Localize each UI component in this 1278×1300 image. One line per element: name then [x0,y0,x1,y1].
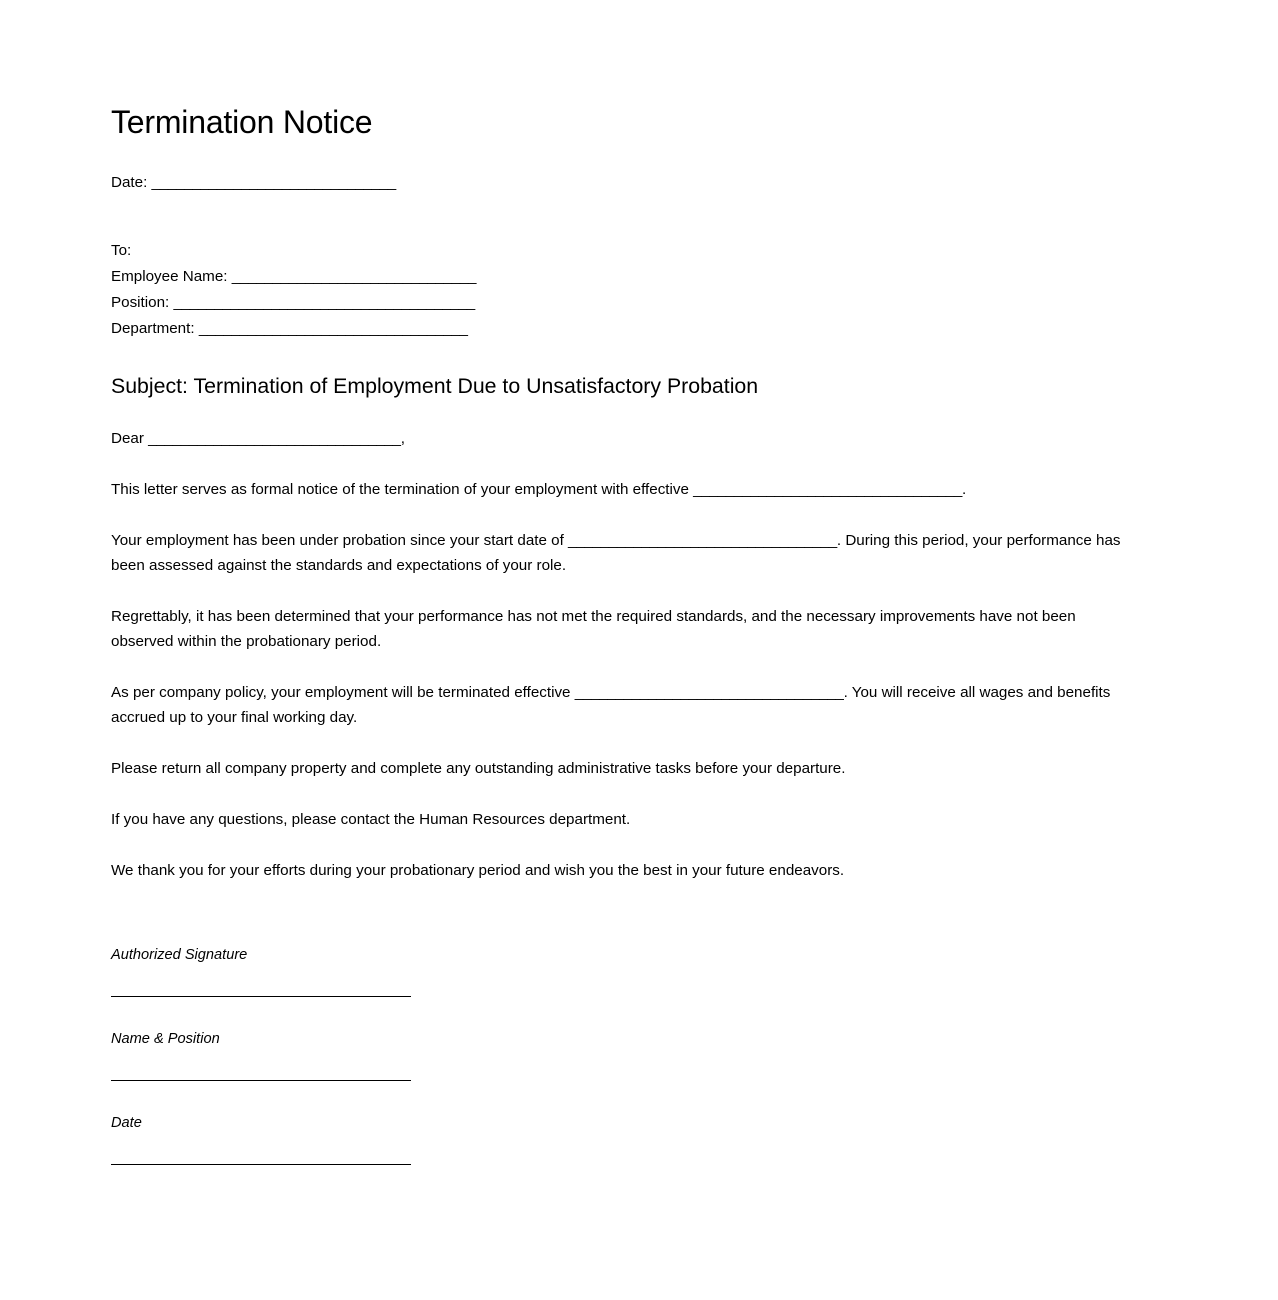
date-label: Date: [111,173,148,191]
signature-block [111,945,1136,1165]
greeting-comma: , [400,430,405,448]
to-label-row [111,238,1136,264]
paragraph-questions-text: If you have any questions, please contact the Human Resources department. [111,811,631,829]
to-label: To: [111,241,132,259]
field-row-date [111,170,1136,196]
field-row-position [111,290,1136,316]
greeting-salutation: Dear [111,430,144,448]
name-position-rule[interactable] [111,1080,411,1081]
signature-date-rule[interactable] [111,1164,411,1165]
date-blank[interactable]: ______________________________ [151,173,396,191]
page-title: Termination Notice [111,104,373,140]
greeting-name-blank[interactable]: _______________________________ [148,430,401,448]
employee-name-blank[interactable]: ______________________________ [231,267,477,285]
authorized-signature-label: Authorized Signature [111,947,248,964]
paragraph-return-property [111,756,1136,781]
authorized-signature-rule[interactable] [111,996,411,997]
paragraph-notice-blank[interactable]: _________________________________ [693,481,963,499]
paragraph-effective-date-blank[interactable]: _________________________________ [574,684,844,702]
header-spacer [111,196,1136,222]
employee-name-label: Employee Name: [111,267,228,285]
paragraph-performance-text: Regrettably, it has been determined that your performance has not met the required standards, and the necessary improvements have not been observed within the probationary period. [111,608,1076,651]
document-body [111,104,1136,1197]
paragraph-return-property-text: Please return all company property and complete any outstanding administrative tasks before your departure. [111,760,846,778]
position-label: Position: [111,293,170,311]
signature-date-label: Date [111,1115,142,1132]
paragraph-effective-date-text-after: . You will receive all wages and benefits accrued up to your final working day. [111,684,1111,727]
field-row-employee-name [111,264,1136,290]
paragraph-probation-text-before: Your employment has been under probation since your start date of [111,532,569,550]
signature-group-date [111,1113,1136,1165]
subject-heading: Subject: Termination of Employment Due to Unsatisfactory Probation [111,373,759,398]
paragraph-closing [111,858,1136,883]
paragraph-notice-text-before: This letter serves as formal notice of the termination of your employment with effective [111,481,694,499]
paragraph-effective-date [111,680,1136,730]
paragraph-questions [111,807,1136,832]
paragraph-effective-date-text-before: As per company policy, your employment will be terminated effective [111,684,575,702]
position-blank[interactable]: _____________________________________ [173,293,475,311]
recipient-block [111,238,1136,342]
greeting-line [111,426,1136,451]
paragraph-probation-blank[interactable]: _________________________________ [568,532,837,550]
signature-group-authorized-signature [111,945,1136,997]
paragraph-probation [111,528,1136,578]
department-label: Department: [111,319,195,337]
name-position-label: Name & Position [111,1031,220,1048]
paragraph-performance [111,604,1136,654]
paragraph-probation-text-after: . During this period, your performance has been assessed against the standards and expectations of your role. [111,532,1121,575]
paragraph-notice [111,477,1136,502]
paragraph-notice-text-after: . [962,481,967,499]
field-row-department [111,316,1136,342]
signature-group-name-position [111,1029,1136,1081]
department-blank[interactable]: _________________________________ [198,319,468,337]
paragraph-closing-text: We thank you for your efforts during your probationary period and wish you the best in your future endeavors. [111,862,845,880]
